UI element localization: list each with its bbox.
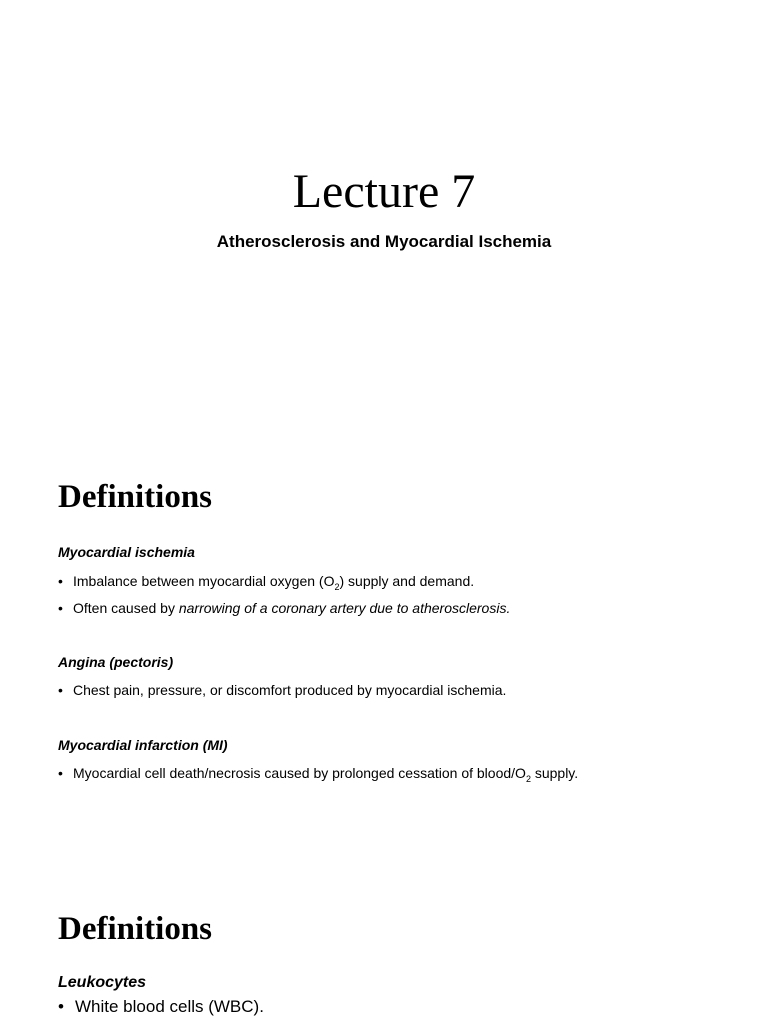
bullet-item: • Imbalance between myocardial oxygen $(O_2)$ supply and demand. [58, 573, 475, 592]
bullet-item: • Myocardial cell death/necrosis caused by prolonged cessation of blood/$O_2$ supply. [58, 765, 579, 784]
term-leukocytes: Leukocytes [58, 974, 147, 991]
term-myocardial-infarction: Myocardial infarction (MI) [58, 737, 228, 753]
bullet-marker: • [58, 600, 63, 616]
term-myocardial-ischemia: Myocardial ischemia [58, 544, 195, 560]
term-angina: Angina (pectoris) [58, 654, 174, 670]
lecture-subtitle: Atherosclerosis and Myocardial Ischemia [216, 232, 552, 251]
lecture-title: Lecture 7 [292, 165, 476, 218]
bullet-marker: • [58, 765, 63, 781]
bullet-item: • White blood cells (WBC). [58, 997, 264, 1016]
bullet-marker: • [58, 682, 63, 698]
bullet-item: • Often caused by narrowing of a coronary artery due to atherosclerosis. [58, 600, 511, 616]
bullet-marker: • [58, 997, 64, 1016]
slide-heading: Definitions [58, 911, 213, 947]
bullet-item: • Chest pain, pressure, or discomfort produced by myocardial ischemia. [58, 682, 507, 698]
bullet-marker: • [58, 573, 63, 589]
slide-heading: Definitions [58, 479, 213, 515]
